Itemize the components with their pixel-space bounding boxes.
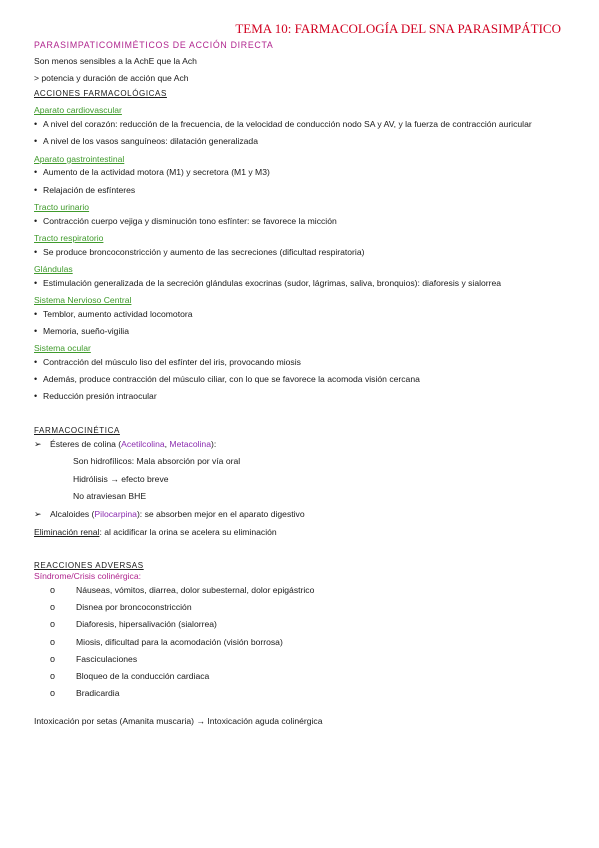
bullet-icon: • — [34, 374, 38, 385]
subheading-respiratorio: Tracto respiratorio — [34, 232, 104, 243]
circle-bullet-icon: o — [50, 619, 56, 630]
bullet-icon: • — [34, 391, 38, 402]
list-item: • Reducción presión intraocular — [34, 391, 157, 402]
heading-reacciones: REACCIONES ADVERSAS — [34, 561, 144, 571]
sub-item: Son hidrofílicos: Mala absorción por vía oral — [73, 455, 241, 466]
list-item: • Memoria, sueño-vigilia — [34, 325, 129, 336]
list-item: ➢ Ésteres de colina (Acetilcolina, Metacolina): — [34, 438, 217, 449]
section-heading-parasimpaticomimeticos: PARASIMPATICOMIMÉTICOS DE ACCIÓN DIRECTA — [34, 40, 274, 50]
circle-bullet-icon: o — [50, 671, 56, 682]
bullet-icon: • — [34, 356, 38, 367]
arrow-bullet-icon: ➢ — [34, 509, 42, 520]
list-item: • Temblor, aumento actividad locomotora — [34, 308, 193, 319]
list-item: • Relajación de esfínteres — [34, 184, 136, 195]
arrow-bullet-icon: ➢ — [34, 438, 42, 449]
circle-bullet-icon: o — [50, 584, 56, 595]
document-body — [34, 40, 574, 732]
subheading-glandulas: Glándulas — [34, 263, 73, 274]
bullet-icon: • — [34, 215, 38, 226]
list-item: • A nivel del corazón: reducción de la frecuencia, de la velocidad de conducción nodo SA y AV, y la fuerza de contracción auricular — [34, 119, 532, 130]
circle-bullet-icon: o — [50, 688, 56, 699]
intoxicacion-line: Intoxicación por setas (Amanita muscaria) → Intoxicación aguda colinérgica — [34, 715, 323, 726]
list-item: o Fasciculaciones — [34, 654, 574, 665]
sub-item: Hidrólisis → efecto breve — [73, 473, 169, 484]
circle-bullet-icon: o — [50, 602, 56, 613]
list-item: • Contracción cuerpo vejiga y disminución tono esfínter: se favorece la micción — [34, 215, 337, 226]
list-item: • A nivel de los vasos sanguíneos: dilatación generalizada — [34, 136, 258, 147]
sub-item: No atraviesan BHE — [73, 491, 147, 502]
bullet-icon: • — [34, 308, 38, 319]
subheading-gastrointestinal: Aparato gastrointestinal — [34, 153, 125, 164]
list-item: • Aumento de la actividad motora (M1) y secretora (M1 y M3) — [34, 167, 270, 178]
drug-name: Acetilcolina — [121, 438, 165, 449]
subheading-ocular: Sistema ocular — [34, 343, 91, 354]
bullet-icon: • — [34, 246, 38, 257]
subheading-snc: Sistema Nervioso Central — [34, 294, 132, 305]
list-item: • Se produce broncoconstricción y aumento de las secreciones (dificultad respiratoria) — [34, 246, 365, 257]
bullet-icon: • — [34, 325, 38, 336]
bullet-icon: • — [34, 277, 38, 288]
intro-line: Son menos sensibles a la AchE que la Ach — [34, 55, 197, 66]
subheading-urinario: Tracto urinario — [34, 201, 90, 212]
intro-line: > potencia y duración de acción que Ach — [34, 72, 189, 83]
heading-acciones: ACCIONES FARMACOLÓGICAS — [34, 89, 167, 99]
subheading-cardiovascular: Aparato cardiovascular — [34, 105, 122, 116]
circle-bullet-icon: o — [50, 636, 56, 647]
list-item: • Estimulación generalizada de la secreción glándulas exocrinas (sudor, lágrimas, saliva, bronquios): diaforesis y sialorrea — [34, 277, 502, 288]
list-item: • Además, produce contracción del músculo ciliar, con lo que se favorece la acomoda visión cercana — [34, 374, 420, 385]
list-item: o Disnea por broncoconstricción — [34, 602, 574, 613]
circle-bullet-icon: o — [50, 653, 56, 664]
bullet-icon: • — [34, 136, 38, 147]
bullet-icon: • — [34, 184, 38, 195]
list-item: • Contracción del músculo liso del esfínter del iris, provocando miosis — [34, 356, 301, 367]
bullet-icon: • — [34, 119, 38, 130]
list-item: o Náuseas, vómitos, diarrea, dolor subesternal, dolor epigástrico — [34, 585, 574, 596]
list-item: o Bloqueo de la conducción cardiaca — [34, 671, 574, 682]
page-title: TEMA 10: FARMACOLOGÍA DEL SNA PARASIMPÁTICO — [235, 21, 561, 36]
eliminacion-line: Eliminación renal: al acidificar la orina se acelera su eliminación — [34, 527, 277, 538]
heading-farmacocinetica: FARMACOCINÉTICA — [34, 425, 120, 435]
drug-name: Metacolina — [169, 438, 211, 449]
list-item: o Bradicardia — [34, 688, 574, 699]
list-item: ➢ Alcaloides (Pilocarpina): se absorben mejor en el aparato digestivo — [34, 509, 305, 520]
list-item: o Diaforesis, hipersalivación (sialorrea) — [34, 619, 574, 630]
bullet-icon: • — [34, 167, 38, 178]
list-item: o Miosis, dificultad para la acomodación (visión borrosa) — [34, 637, 574, 648]
subheading-sindrome: Síndrome/Crisis colinérgica: — [34, 571, 141, 582]
drug-name: Pilocarpina — [94, 509, 137, 520]
